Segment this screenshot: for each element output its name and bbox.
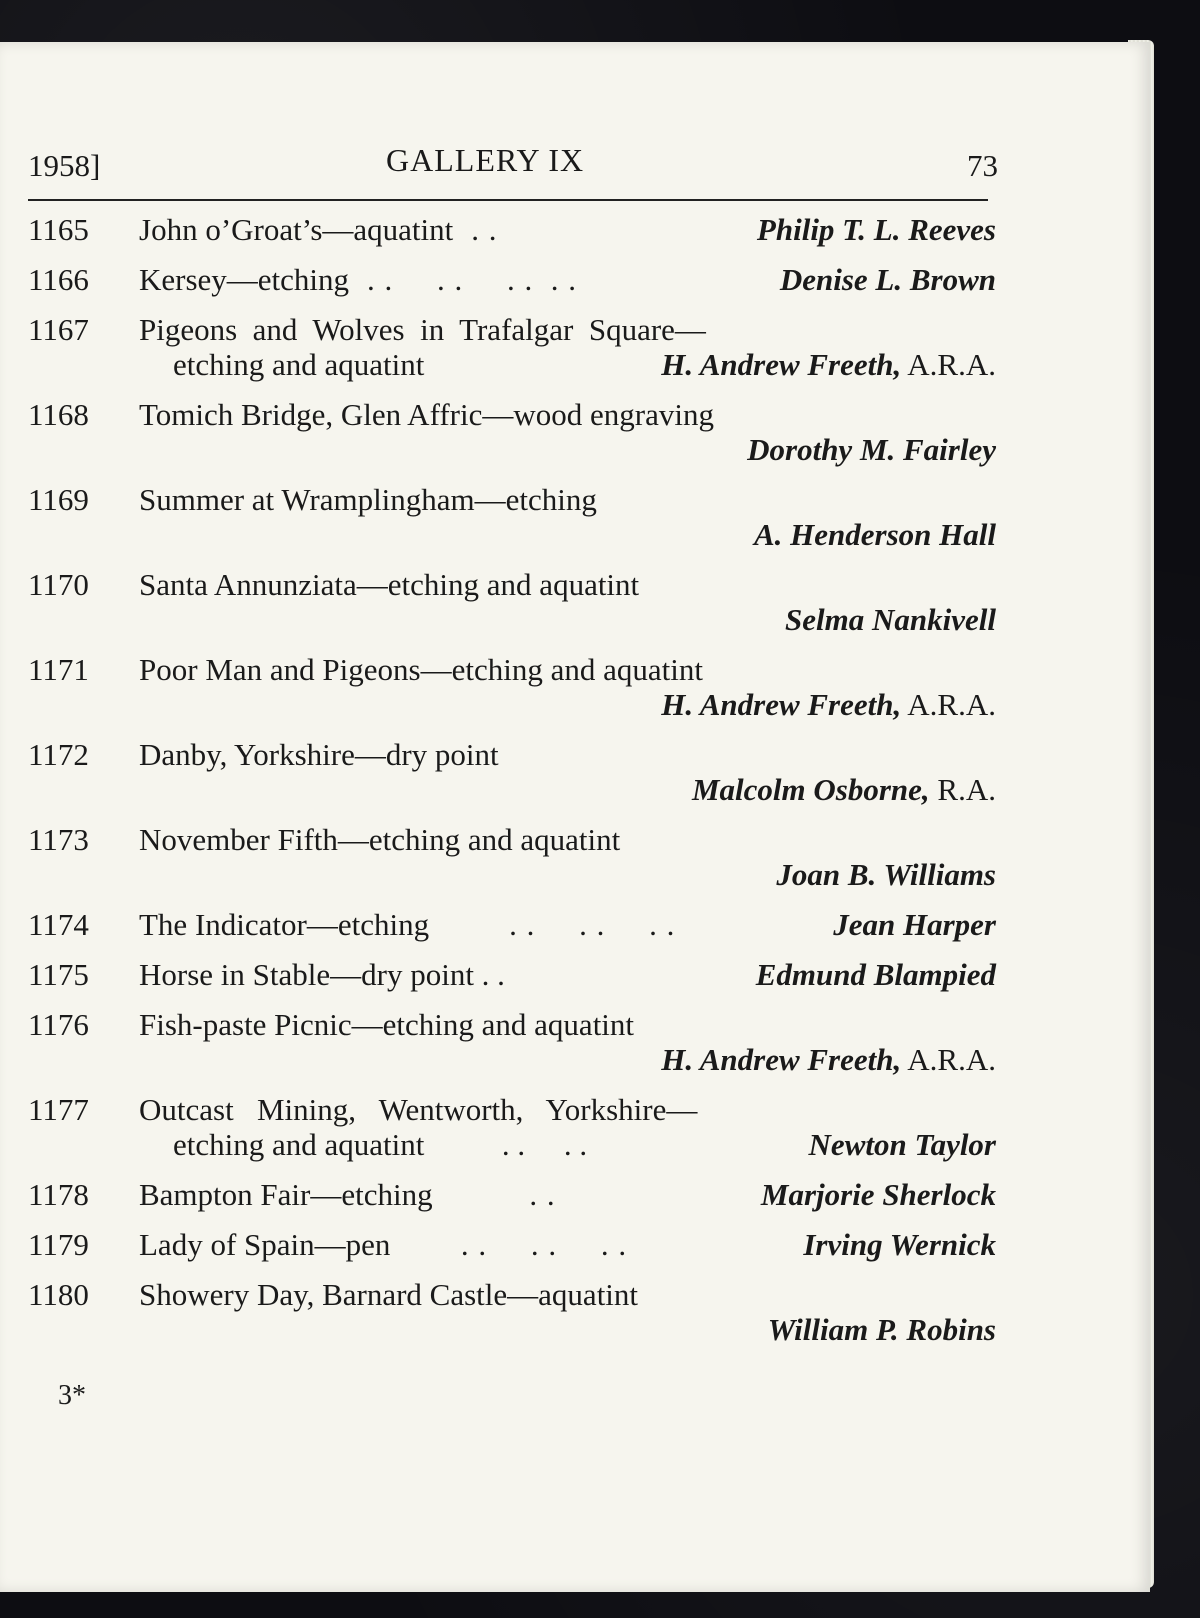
catalogue-entry	[28, 262, 1008, 297]
entry-artist: Marjorie Sherlock	[760, 1177, 996, 1212]
entry-title: Danby, Yorkshire—dry point	[139, 737, 499, 772]
catalogue-entry	[28, 1277, 1008, 1347]
entry-artist: Selma Nankivell	[785, 602, 996, 637]
entry-artist: H. Andrew Freeth,	[661, 1042, 902, 1077]
leader-dots	[505, 957, 523, 992]
running-head	[28, 142, 998, 188]
entry-number: 1178	[28, 1177, 89, 1212]
entry-title: Pigeons and Wolves in Trafalgar Square—	[139, 312, 706, 347]
entry-title: John o’Groat’s—aquatint	[139, 212, 454, 247]
entry-number: 1175	[28, 957, 89, 992]
entry-number: 1168	[28, 397, 89, 432]
page-number: 73	[967, 148, 998, 183]
catalogue-entry	[28, 1007, 1008, 1077]
catalogue-entry	[28, 907, 1008, 942]
entry-artist: William P. Robins	[767, 1312, 996, 1347]
entry-medium: etching and aquatint . . . .	[173, 1127, 588, 1162]
entry-number: 1171	[28, 652, 89, 687]
entry-title: The Indicator—etching	[139, 907, 430, 942]
entry-artist: Newton Taylor	[808, 1127, 996, 1162]
entry-title: Poor Man and Pigeons—etching and aquatint	[139, 652, 703, 687]
header-rule	[28, 199, 988, 201]
catalogue-entry	[28, 822, 1008, 892]
entry-artist: Denise L. Brown	[779, 262, 996, 297]
entry-artist: Malcolm Osborne,	[691, 772, 930, 807]
entry-artist: A. Henderson Hall	[753, 517, 996, 552]
catalogue-entry	[28, 652, 1008, 722]
entry-number: 1167	[28, 312, 89, 347]
entry-artist: H. Andrew Freeth,	[661, 687, 902, 722]
catalogue-entry	[28, 212, 1008, 247]
leader-dots: . .	[471, 212, 498, 247]
entry-artist: Jean Harper	[833, 907, 996, 942]
entry-artist: Joan B. Williams	[776, 857, 996, 892]
artist-suffix: R.A.	[929, 772, 996, 807]
entry-artist: Irving Wernick	[803, 1227, 996, 1262]
catalogue-entry	[28, 482, 1008, 552]
leader-dots: . . . . . .	[509, 907, 676, 942]
entry-number: 1176	[28, 1007, 89, 1042]
catalogue-entries	[28, 212, 1008, 1362]
catalogue-entry	[28, 312, 1008, 382]
catalogue-entry	[28, 957, 1008, 992]
entry-artist: H. Andrew Freeth,	[661, 347, 902, 382]
entry-title: Tomich Bridge, Glen Affric—wood engraving	[139, 397, 714, 432]
entry-artist: Philip T. L. Reeves	[756, 212, 996, 247]
entry-title: Kersey—etching	[139, 262, 350, 297]
entry-number: 1177	[28, 1092, 89, 1127]
entry-title: Santa Annunziata—etching and aquatint	[139, 567, 640, 602]
artist-suffix: A.R.A.	[901, 1042, 996, 1077]
entry-title: Bampton Fair—etching	[139, 1177, 433, 1212]
catalogue-entry	[28, 397, 1008, 467]
entry-number: 1169	[28, 482, 89, 517]
catalogue-entry	[28, 1227, 1008, 1262]
catalogue-entry	[28, 1092, 1008, 1162]
entry-artist: Edmund Blampied	[755, 957, 996, 992]
catalogue-entry	[28, 567, 1008, 637]
entry-number: 1166	[28, 262, 89, 297]
entry-title: Summer at Wramplingham—etching	[139, 482, 597, 517]
entry-artist: Dorothy M. Fairley	[747, 432, 996, 467]
artist-suffix: A.R.A.	[901, 347, 996, 382]
catalogue-entry	[28, 1177, 1008, 1212]
entry-title: Outcast Mining, Wentworth, Yorkshire—	[139, 1092, 698, 1127]
entry-number: 1172	[28, 737, 89, 772]
leader-dots: . .	[450, 1177, 556, 1212]
entry-number: 1165	[28, 212, 89, 247]
entry-medium: etching and aquatint	[173, 347, 425, 382]
entry-number: 1179	[28, 1227, 89, 1262]
entry-title: November Fifth—etching and aquatint	[139, 822, 621, 857]
signature-mark: 3*	[58, 1380, 86, 1411]
entry-number: 1173	[28, 822, 89, 857]
artist-suffix: A.R.A.	[901, 687, 996, 722]
entry-title: Fish-paste Picnic—etching and aquatint	[139, 1007, 635, 1042]
running-head-year: 1958]	[28, 148, 101, 183]
catalogue-entry	[28, 737, 1008, 807]
running-head-title: GALLERY IX	[386, 142, 585, 178]
entry-number: 1170	[28, 567, 89, 602]
leader-dots: . . . . . . . .	[367, 262, 578, 297]
entry-title: Lady of Spain—pen	[139, 1227, 391, 1262]
leader-dots: . . . . . .	[408, 1227, 628, 1262]
entry-title: Showery Day, Barnard Castle—aquatint	[139, 1277, 639, 1312]
entry-title: Horse in Stable—dry point . .	[139, 957, 505, 992]
entry-number: 1174	[28, 907, 89, 942]
entry-number: 1180	[28, 1277, 89, 1312]
